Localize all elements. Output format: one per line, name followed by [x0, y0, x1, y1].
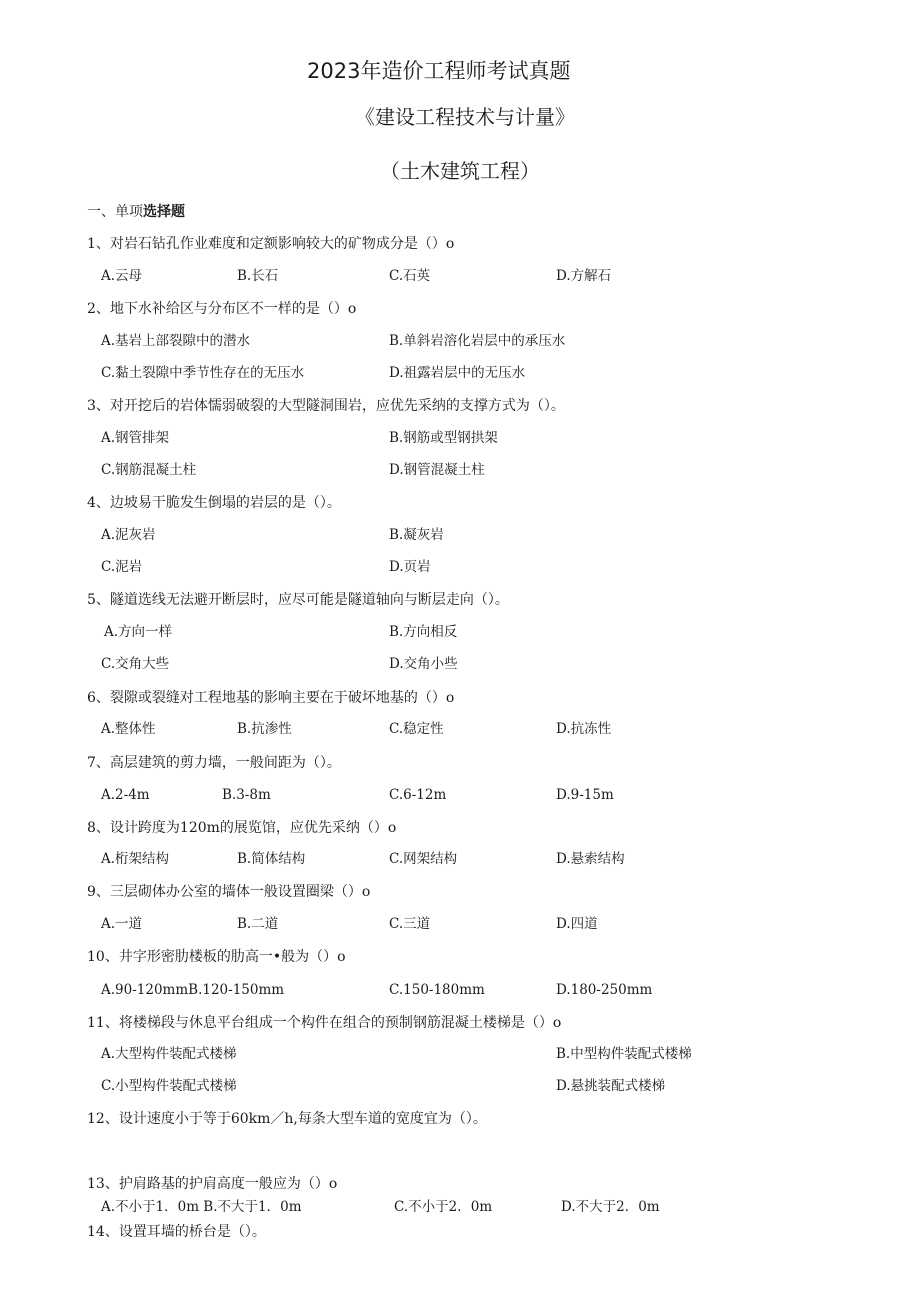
question-6: 6、裂隙或裂缝对工程地基的影响主要在于破坏地基的（）o — [87, 690, 455, 706]
q10-option-a-b: A.90-120mmB.120-150mm — [101, 982, 285, 998]
q3-option-d: D.钢管混凝土柱 — [389, 462, 485, 478]
q1-option-b: B.长石 — [237, 268, 279, 284]
q11-option-c: C.小型构件装配式楼梯 — [101, 1078, 237, 1094]
q13-option-c: C.不小于2．0m — [394, 1199, 493, 1215]
question-8: 8、设计跨度为120m的展览馆，应优先采纳（）o — [87, 820, 397, 836]
q6-option-c: C.稳定性 — [389, 721, 444, 737]
q11-option-b: B.中型构件装配式楼梯 — [556, 1046, 692, 1062]
q3-option-b: B.钢筋或型钢拱架 — [389, 430, 498, 446]
q9-option-d: D.四道 — [556, 916, 598, 932]
q7-option-c: C.6-12m — [389, 787, 447, 803]
question-7: 7、高层建筑的剪力墙，一般间距为（）。 — [87, 755, 341, 771]
q5-option-b: B.方向相反 — [389, 624, 458, 640]
q4-option-b: B.凝灰岩 — [389, 527, 444, 543]
q13-option-a-b: A.不小于1．0m B.不大于1．0m — [101, 1199, 302, 1215]
q9-option-c: C.三道 — [389, 916, 431, 932]
question-1: 1、对岩石钻孔作业难度和定额影响较大的矿物成分是（）o — [87, 236, 455, 252]
question-11: 11、将楼梯段与休息平台组成一个构件在组合的预制钢筋混凝土楼梯是（）o — [87, 1015, 562, 1031]
section-heading-prefix: 一、单项 — [87, 204, 143, 220]
q5-option-c: C.交角大些 — [101, 656, 170, 672]
q6-option-a: A.整体性 — [101, 721, 156, 737]
q5-option-a: A.方向一样 — [104, 624, 173, 640]
q9-option-b: B.二道 — [237, 916, 279, 932]
question-9: 9、三层砌体办公室的墙体一般设置圈梁（）o — [87, 884, 371, 900]
q1-option-a: A.云母 — [101, 268, 143, 284]
q13-option-d: D.不大于2．0m — [561, 1199, 660, 1215]
q11-option-a: A.大型构件装配式楼梯 — [101, 1046, 237, 1062]
q3-option-a: A.钢管排架 — [101, 430, 170, 446]
q2-option-d: D.祖露岩层中的无压水 — [389, 365, 526, 381]
q6-option-b: B.抗渗性 — [237, 721, 292, 737]
q5-option-d: D.交角小些 — [389, 656, 458, 672]
q10-option-d: D.180-250mm — [556, 982, 653, 998]
q2-option-a: A.基岩上部裂隙中的潜水 — [101, 333, 251, 349]
q7-option-b: B.3-8m — [222, 787, 271, 803]
question-5: 5、隧道选线无法避开断层时，应尽可能是隧道轴向与断层走向（）。 — [87, 592, 509, 608]
question-14: 14、设置耳墙的桥台是（）。 — [87, 1224, 266, 1240]
question-13: 13、护肩路基的护肩高度一般应为（）o — [87, 1176, 338, 1192]
q8-option-d: D.悬索结构 — [556, 851, 625, 867]
section-heading-bold: 选择题 — [143, 204, 185, 220]
q10-option-c: C.150-180mm — [389, 982, 485, 998]
q2-option-b: B.单斜岩溶化岩层中的承压水 — [389, 333, 566, 349]
q1-option-c: C.石英 — [389, 268, 431, 284]
q3-option-c: C.钢筋混凝土柱 — [101, 462, 197, 478]
q8-option-a: A.桁架结构 — [101, 851, 170, 867]
question-12: 12、设计速度小于等于60km／h,每条大型车道的宽度宜为（）。 — [87, 1111, 487, 1127]
question-10: 10、井字形密肋楼板的肋高一•般为（）o — [87, 949, 346, 965]
q7-option-d: D.9-15m — [556, 787, 614, 803]
question-3: 3、对开挖后的岩体懦弱破裂的大型隧洞围岩，应优先采纳的支撑方式为（）。 — [87, 398, 565, 414]
q6-option-d: D.抗冻性 — [556, 721, 612, 737]
document-subtitle-2: （土木建筑工程） — [380, 159, 540, 183]
q1-option-d: D.方解石 — [556, 268, 612, 284]
q9-option-a: A.一道 — [101, 916, 143, 932]
q8-option-c: C.网架结构 — [389, 851, 458, 867]
document-title: 2023年造价工程师考试真题 — [307, 59, 571, 83]
question-4: 4、边坡易干脆发生倒塌的岩层的是（）。 — [87, 495, 341, 511]
q2-option-c: C.黏土裂隙中季节性存在的无压水 — [101, 365, 305, 381]
q4-option-c: C.泥岩 — [101, 559, 143, 575]
q7-option-a: A.2-4m — [101, 787, 150, 803]
question-2: 2、地下水补给区与分布区不一样的是（）o — [87, 301, 357, 317]
q4-option-a: A.泥灰岩 — [101, 527, 156, 543]
q8-option-b: B.简体结构 — [237, 851, 306, 867]
section-heading — [87, 205, 185, 219]
q11-option-d: D.悬挑装配式楼梯 — [556, 1078, 666, 1094]
document-subtitle: 《建设工程技术与计量》 — [355, 105, 575, 129]
q4-option-d: D.页岩 — [389, 559, 431, 575]
